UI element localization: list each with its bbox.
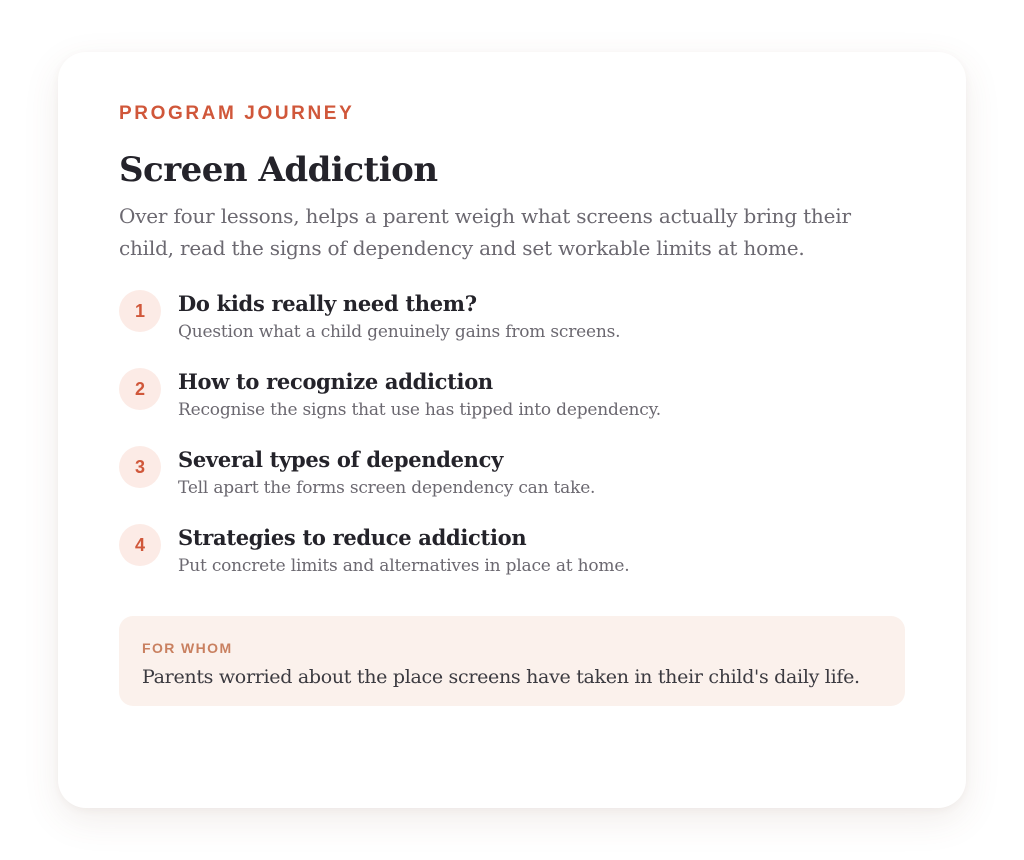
program-description: Over four lessons, helps a parent weigh what screens actually bring their child, read the signs of dependency and set workable limits at home. [119, 204, 851, 260]
lesson-title: How to recognize addiction [178, 369, 493, 394]
lesson-item-1 [119, 290, 905, 368]
lesson-subtitle: Recognise the signs that use has tipped into dependency. [178, 400, 661, 420]
program-card [58, 52, 966, 808]
lesson-title: Do kids really need them? [178, 291, 477, 316]
lesson-item-4 [119, 524, 905, 602]
program-title: Screen Addiction [119, 150, 438, 190]
lesson-item-2 [119, 368, 905, 446]
lesson-list [119, 290, 905, 602]
lesson-title: Several types of dependency [178, 447, 504, 472]
lesson-number-badge: 3 [119, 446, 161, 488]
lesson-subtitle: Question what a child genuinely gains from screens. [178, 322, 621, 342]
eyebrow-label: PROGRAM JOURNEY [119, 103, 355, 124]
lesson-number-badge: 2 [119, 368, 161, 410]
lesson-title: Strategies to reduce addiction [178, 525, 527, 550]
lesson-number-badge: 4 [119, 524, 161, 566]
lesson-subtitle: Tell apart the forms screen dependency can take. [178, 478, 596, 498]
audience-text: Parents worried about the place screens have taken in their child's daily life. [142, 666, 860, 688]
lesson-number-badge: 1 [119, 290, 161, 332]
audience-box [119, 616, 905, 706]
audience-label: FOR WHOM [142, 640, 233, 656]
lesson-item-3 [119, 446, 905, 524]
lesson-subtitle: Put concrete limits and alternatives in place at home. [178, 556, 630, 576]
